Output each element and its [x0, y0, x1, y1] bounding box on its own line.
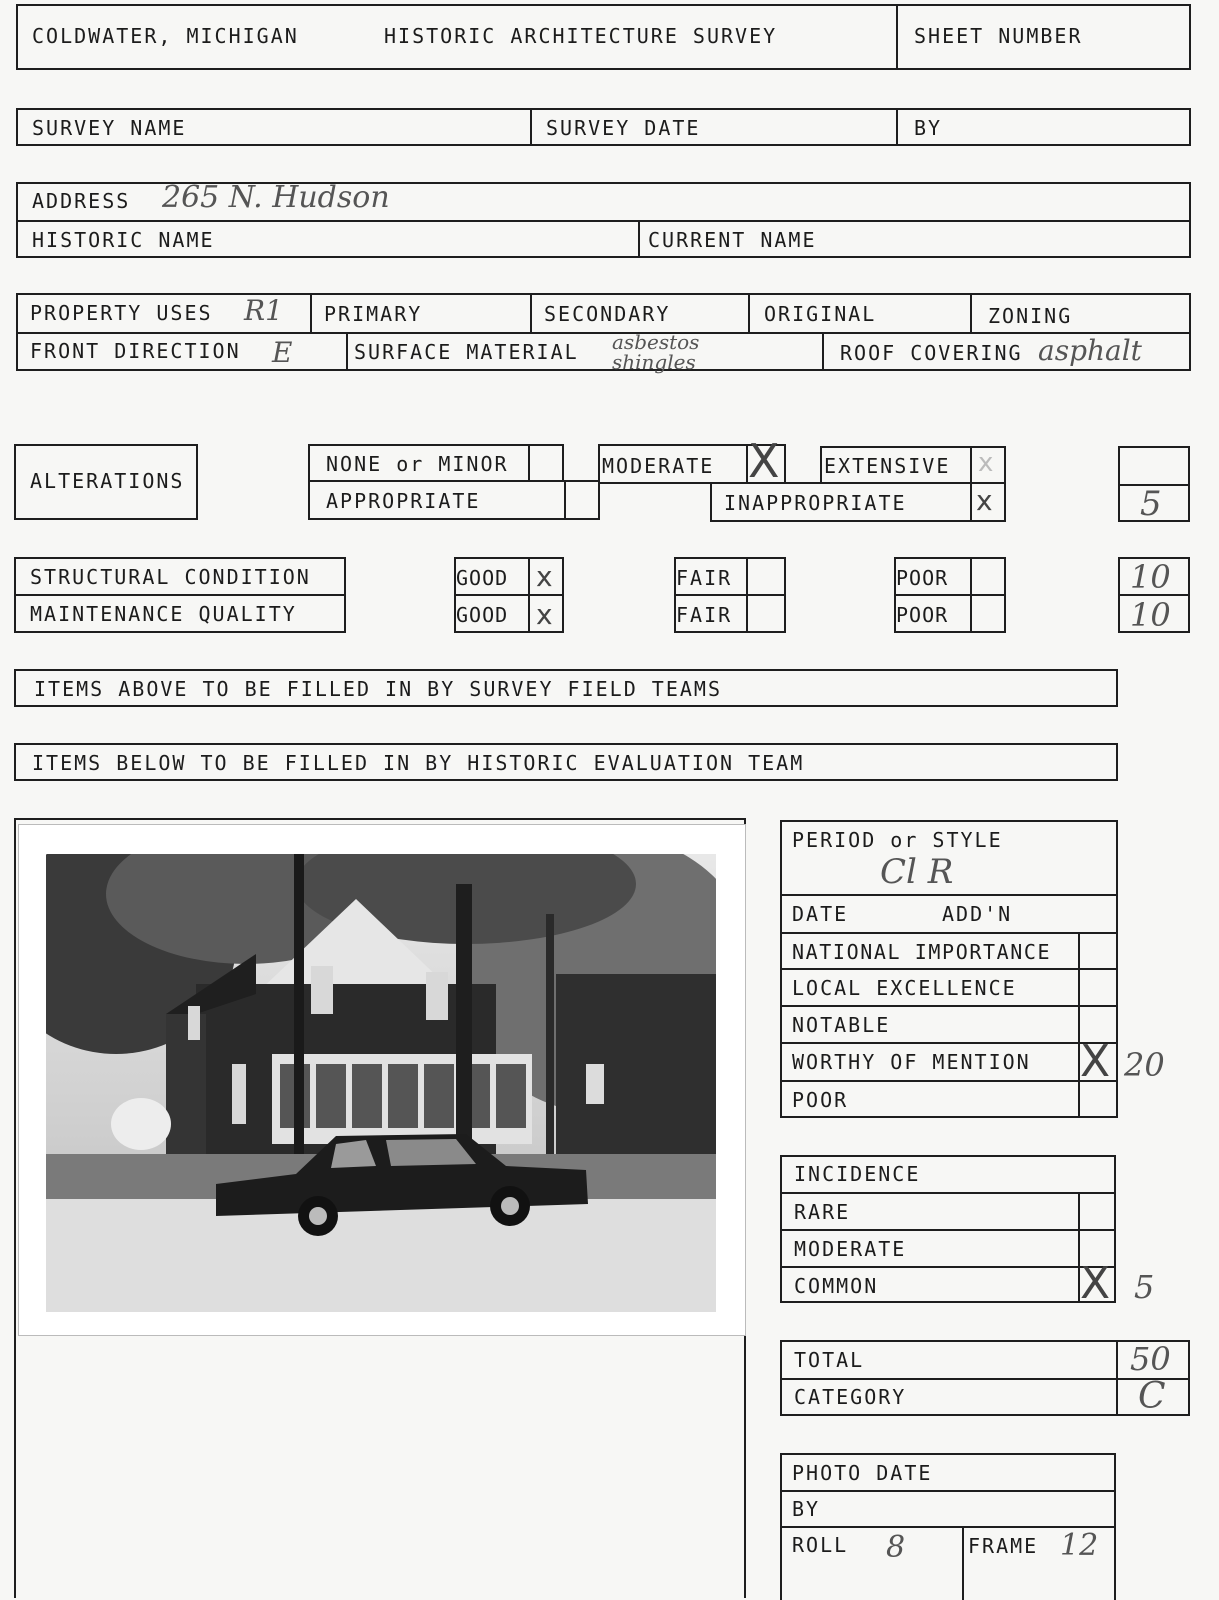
front-direction-value: E: [272, 336, 293, 369]
property-divider-6: [822, 332, 824, 371]
utility-pole: [294, 854, 304, 1174]
survey-title: HISTORIC ARCHITECTURE SURVEY: [384, 24, 778, 48]
worthy-check-mark: X: [1080, 1036, 1111, 1087]
none-minor-checkbox-divider: [528, 444, 530, 482]
fair-checkbox-divider: [746, 557, 748, 633]
survey-divider-2: [896, 108, 898, 146]
period-hline-6: [780, 1080, 1118, 1082]
photo-info-hline-1: [780, 1490, 1116, 1492]
current-name-label: CURRENT NAME: [648, 228, 817, 252]
fair-hline: [674, 594, 786, 596]
national-importance-label: NATIONAL IMPORTANCE: [792, 940, 1052, 964]
property-divider-5: [346, 332, 348, 371]
roll-value: 8: [886, 1530, 906, 1565]
period-label: PERIOD or STYLE: [792, 828, 1003, 852]
note-below-text: ITEMS BELOW TO BE FILLED IN BY HISTORIC EVALUATION TEAM: [32, 751, 805, 775]
primary-label: PRIMARY: [324, 302, 423, 326]
survey-date-label: SURVEY DATE: [546, 116, 701, 140]
date-label: DATE: [792, 902, 849, 926]
extensive-label: EXTENSIVE: [824, 454, 951, 478]
structural-condition-label: STRUCTURAL CONDITION: [30, 565, 311, 589]
photo-info-divider: [962, 1526, 964, 1600]
original-label: ORIGINAL: [764, 302, 877, 326]
incidence-hline-1: [780, 1192, 1116, 1194]
property-divider-1: [310, 293, 312, 332]
period-hline-3: [780, 968, 1118, 970]
incidence-moderate-label: MODERATE: [794, 1237, 907, 1261]
inappropriate-checkbox-divider: [970, 482, 972, 522]
total-label: TOTAL: [794, 1348, 865, 1372]
extensive-checkbox-divider: [970, 446, 972, 484]
structural-fair-label: FAIR: [676, 566, 733, 590]
condition-label-hline: [14, 594, 346, 596]
maintenance-good-check-mark: x: [536, 598, 553, 631]
address-value: 265 N. Hudson: [162, 180, 390, 215]
maintenance-poor-label: POOR: [896, 603, 949, 627]
worthy-score: 20: [1124, 1046, 1165, 1084]
structural-good-label: GOOD: [456, 566, 509, 590]
maintenance-score: 10: [1130, 596, 1171, 634]
secondary-label: SECONDARY: [544, 302, 671, 326]
inappropriate-label: INAPPROPRIATE: [724, 491, 907, 515]
category-value: C: [1138, 1376, 1166, 1417]
addn-label: ADD'N: [942, 902, 1013, 926]
period-value: Cl R: [880, 852, 954, 892]
good-hline: [454, 594, 564, 596]
category-label: CATEGORY: [794, 1385, 907, 1409]
property-uses-label: PROPERTY USES: [30, 301, 213, 325]
moderate-check-mark: X: [748, 434, 780, 488]
moderate-label: MODERATE: [602, 454, 715, 478]
property-divider-3: [748, 293, 750, 332]
sheet-number-label: SHEET NUMBER: [914, 24, 1083, 48]
incidence-label: INCIDENCE: [794, 1162, 921, 1186]
property-hline: [16, 332, 1191, 334]
surface-material-value-2: shingles: [612, 350, 696, 374]
frame-label: FRAME: [968, 1534, 1039, 1558]
period-score-divider: [1078, 932, 1080, 1118]
survey-divider-1: [530, 108, 532, 146]
period-hline-2: [780, 932, 1118, 934]
property-uses-value: R1: [244, 294, 283, 327]
total-value: 50: [1130, 1340, 1171, 1378]
header-divider: [896, 4, 898, 70]
historic-name-label: HISTORIC NAME: [32, 228, 215, 252]
roll-label: ROLL: [792, 1533, 849, 1557]
totals-hline: [780, 1378, 1190, 1380]
roof-covering-label: ROOF COVERING: [840, 341, 1023, 365]
notable-label: NOTABLE: [792, 1013, 891, 1037]
rare-label: RARE: [794, 1200, 851, 1224]
maintenance-quality-label: MAINTENANCE QUALITY: [30, 602, 297, 626]
local-excellence-label: LOCAL EXCELLENCE: [792, 976, 1017, 1000]
roof-covering-value: asphalt: [1038, 334, 1142, 367]
worthy-of-mention-label: WORTHY OF MENTION: [792, 1050, 1031, 1074]
alterations-score: 5: [1140, 484, 1162, 524]
common-label: COMMON: [794, 1274, 879, 1298]
structural-score: 10: [1130, 558, 1171, 596]
poor-checkbox-divider: [970, 557, 972, 633]
survey-by-label: BY: [914, 116, 943, 140]
incidence-hline-3: [780, 1266, 1116, 1268]
none-minor-label: NONE or MINOR: [326, 452, 509, 476]
appropriate-label: APPROPRIATE: [326, 489, 481, 513]
surface-material-label: SURFACE MATERIAL: [354, 340, 579, 364]
period-hline-1: [780, 894, 1118, 896]
address-label: ADDRESS: [32, 189, 131, 213]
good-checkbox-divider: [528, 557, 530, 633]
common-score: 5: [1134, 1268, 1155, 1306]
extensive-check-mark: x: [978, 448, 994, 478]
photo-date-label: PHOTO DATE: [792, 1461, 933, 1485]
maintenance-good-label: GOOD: [456, 603, 509, 627]
common-check-mark: X: [1080, 1258, 1111, 1309]
structural-good-check-mark: x: [536, 560, 553, 593]
alterations-label: ALTERATIONS: [30, 469, 185, 493]
city-label: COLDWATER, MICHIGAN: [32, 24, 299, 48]
structural-poor-label: POOR: [896, 566, 949, 590]
property-divider-4: [970, 293, 972, 332]
frame-value: 12: [1060, 1528, 1099, 1563]
property-divider-2: [530, 293, 532, 332]
period-hline-4: [780, 1005, 1118, 1007]
appropriate-checkbox-divider: [564, 480, 566, 520]
poor-hline: [894, 594, 1006, 596]
front-direction-label: FRONT DIRECTION: [30, 339, 241, 363]
surface-material-value-1: asbestos: [612, 330, 700, 354]
address-hline: [16, 220, 1191, 222]
address-divider: [638, 220, 640, 258]
survey-name-label: SURVEY NAME: [32, 116, 187, 140]
period-hline-5: [780, 1042, 1118, 1044]
note-above-text: ITEMS ABOVE TO BE FILLED IN BY SURVEY FIELD TEAMS: [34, 677, 723, 701]
house-photo: [46, 854, 716, 1312]
totals-divider: [1116, 1340, 1118, 1416]
inappropriate-check-mark: x: [976, 484, 993, 517]
period-poor-label: POOR: [792, 1088, 849, 1112]
zoning-label: ZONING: [988, 304, 1073, 328]
photo-by-label: BY: [792, 1497, 821, 1521]
incidence-hline-2: [780, 1229, 1116, 1231]
maintenance-fair-label: FAIR: [676, 603, 733, 627]
